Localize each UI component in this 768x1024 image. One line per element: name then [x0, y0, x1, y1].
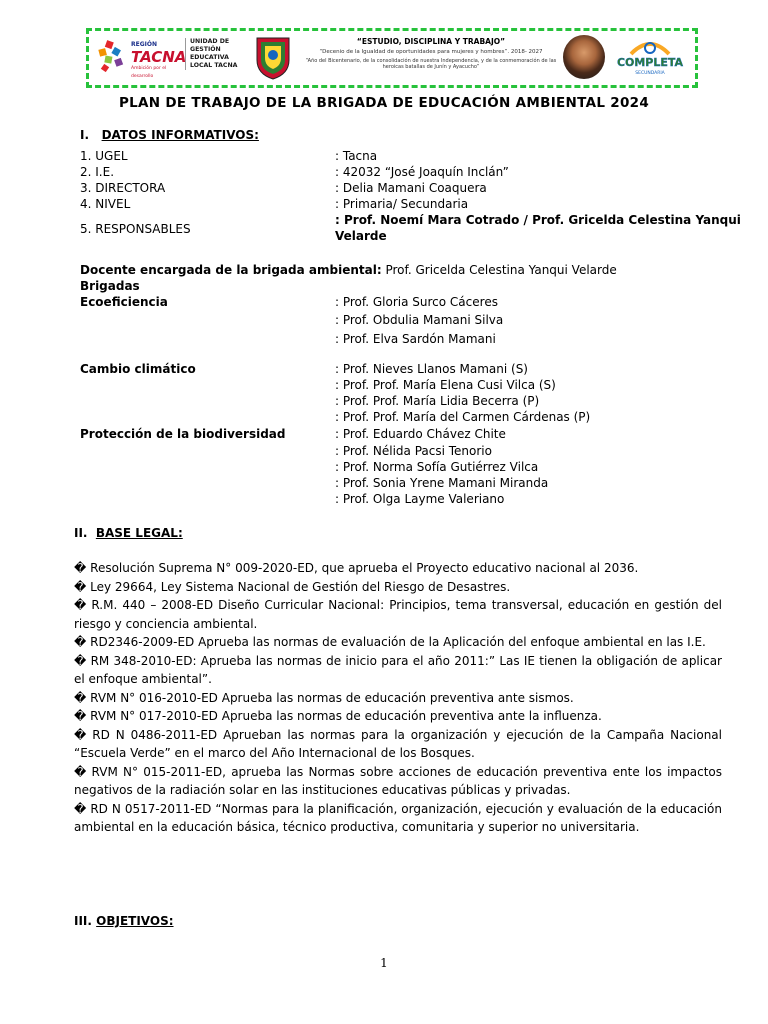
region-tacna-logo: [97, 37, 187, 81]
cambio-climatico-label: Cambio climático: [80, 362, 196, 376]
page-number: 1: [380, 956, 388, 970]
motto: “ESTUDIO, DISCIPLINA Y TRABAJO”: [356, 37, 506, 46]
school-logo-icon: [615, 34, 685, 80]
list-item: � RD N 0517-2011-ED “Normas para la planificación, organización, ejecución y evaluación de la educación ambiental en la educación básica, técnico productiva, comunitaria y superior no universitaria.: [74, 801, 722, 834]
encargada-label: Docente encargada de la brigada ambiental:: [80, 263, 382, 277]
info-label-ie: 2. I.E.: [80, 165, 115, 179]
biodiversidad-member: : Prof. Olga Layme Valeriano: [335, 492, 505, 506]
biodiversidad-member: : Prof. Sonia Yrene Mamani Miranda: [335, 476, 549, 490]
info-value-directora: : Delia Mamani Coaquera: [335, 181, 487, 195]
legal-list: [74, 559, 722, 837]
section-3-heading: III. OBJETIVOS:: [74, 914, 174, 928]
cambio-member: : Prof. Prof. María del Carmen Cárdenas (P): [335, 410, 591, 424]
info-value-ie: : 42032 “José Joaquín Inclán”: [335, 165, 509, 179]
header-banner: [86, 28, 698, 88]
region-slogan: Ambición por el desarrollo: [131, 66, 167, 79]
list-item: � RVM N° 016-2010-ED Aprueba las normas de educación preventiva ante sismos.: [74, 690, 574, 705]
ecoeficiencia-member: : Prof. Obdulia Mamani Silva: [335, 313, 504, 327]
info-value-responsables-1: : Prof. Noemí Mara Cotrado / Prof. Gricelda Celestina Yanqui: [335, 213, 741, 227]
biodiversidad-member: : Prof. Eduardo Chávez Chite: [335, 427, 506, 441]
ecoeficiencia-label: Ecoeficiencia: [80, 295, 168, 309]
list-item: � RD N 0486-2011-ED Aprueban las normas para la organización y ejecución de la Campaña Nacional “Escuela Verde” en el marco del Año Internacional de los Bosques.: [74, 727, 722, 760]
list-item: � RVM N° 015-2011-ED, aprueba las Normas sobre acciones de educación preventiva ente los impactos negativos de la radiación solar en las instituciones educativas públicas y privadas.: [74, 764, 722, 797]
tacna-mark-icon: [97, 39, 127, 75]
biodiversidad-label: Protección de la biodiversidad: [80, 427, 286, 441]
info-label-directora: 3. DIRECTORA: [80, 181, 166, 195]
ecoeficiencia-member: : Prof. Gloria Surco Cáceres: [335, 295, 498, 309]
encargada-line: [80, 262, 617, 278]
cambio-member: : Prof. Prof. María Lidia Becerra (P): [335, 394, 540, 408]
cambio-member: : Prof. Nieves Llanos Mamani (S): [335, 362, 528, 376]
region-label: REGIÓN: [131, 41, 157, 48]
school-crest-icon: [255, 34, 291, 80]
encargada-value: Prof. Gricelda Celestina Yanqui Velarde: [381, 263, 617, 277]
info-label-ugel: 1. UGEL: [80, 149, 128, 163]
cambio-member: : Prof. Prof. María Elena Cusi Vilca (S): [335, 378, 556, 392]
page-title: PLAN DE TRABAJO DE LA BRIGADA DE EDUCACIÓN AMBIENTAL 2024: [118, 95, 650, 111]
school-logo-sub: SECUNDARIA: [635, 71, 665, 76]
biodiversidad-member: : Prof. Norma Sofía Gutiérrez Vilca: [335, 460, 539, 474]
list-item: � RVM N° 017-2010-ED Aprueba las normas de educación preventiva ante la influenza.: [74, 709, 602, 723]
motto-block: [301, 37, 561, 70]
school-logo-text: COMPLETA: [616, 56, 684, 69]
list-item: � RD2346-2009-ED Aprueba las normas de evaluación de la Aplicación del enfoque ambiental en las I.E.: [74, 635, 706, 649]
year-name: “Año del Bicentenario, de la consolidación de nuestra Independencia, y de la conmemoración de las heroicas batallas de Junín y Ayacucho”: [305, 58, 557, 70]
info-value-nivel: : Primaria/ Secundaria: [335, 197, 469, 211]
section-2-heading: II. BASE LEGAL:: [74, 526, 183, 540]
info-label-nivel: 4. NIVEL: [80, 197, 131, 211]
list-item: � R.M. 440 – 2008-ED Diseño Curricular Nacional: Principios, tema transversal, educación en gestión del riesgo y conciencia ambiental.: [74, 598, 722, 631]
ecoeficiencia-member: : Prof. Elva Sardón Mamani: [335, 332, 496, 346]
list-item: � RM 348-2010-ED: Aprueba las normas de inicio para el año 2011:” Las IE tienen la obligación de aplicar el enfoque ambiental”.: [74, 653, 722, 686]
info-label-responsables: 5. RESPONSABLES: [80, 222, 191, 236]
portrait-image: [563, 35, 605, 79]
decade-name: “Decenio de la Igualdad de oportunidades para mujeres y hombres”. 2018- 2027: [319, 49, 543, 55]
brigadas-label: Brigadas: [80, 279, 140, 293]
region-name: TACNA: [131, 48, 187, 66]
info-value-ugel: : Tacna: [335, 149, 378, 163]
info-value-responsables-2: Velarde: [335, 229, 387, 243]
biodiversidad-member: : Prof. Nélida Pacsi Tenorio: [335, 444, 492, 458]
list-item: � Resolución Suprema N° 009-2020-ED, que aprueba el Proyecto educativo nacional al 2036.: [74, 561, 639, 575]
section-1-heading: I. DATOS INFORMATIVOS:: [80, 128, 259, 142]
list-item: � Ley 29664, Ley Sistema Nacional de Gestión del Riesgo de Desastres.: [74, 579, 511, 594]
ugel-logo-text: UNIDAD DE GESTIÓN EDUCATIVA LOCAL TACNA: [185, 38, 237, 70]
